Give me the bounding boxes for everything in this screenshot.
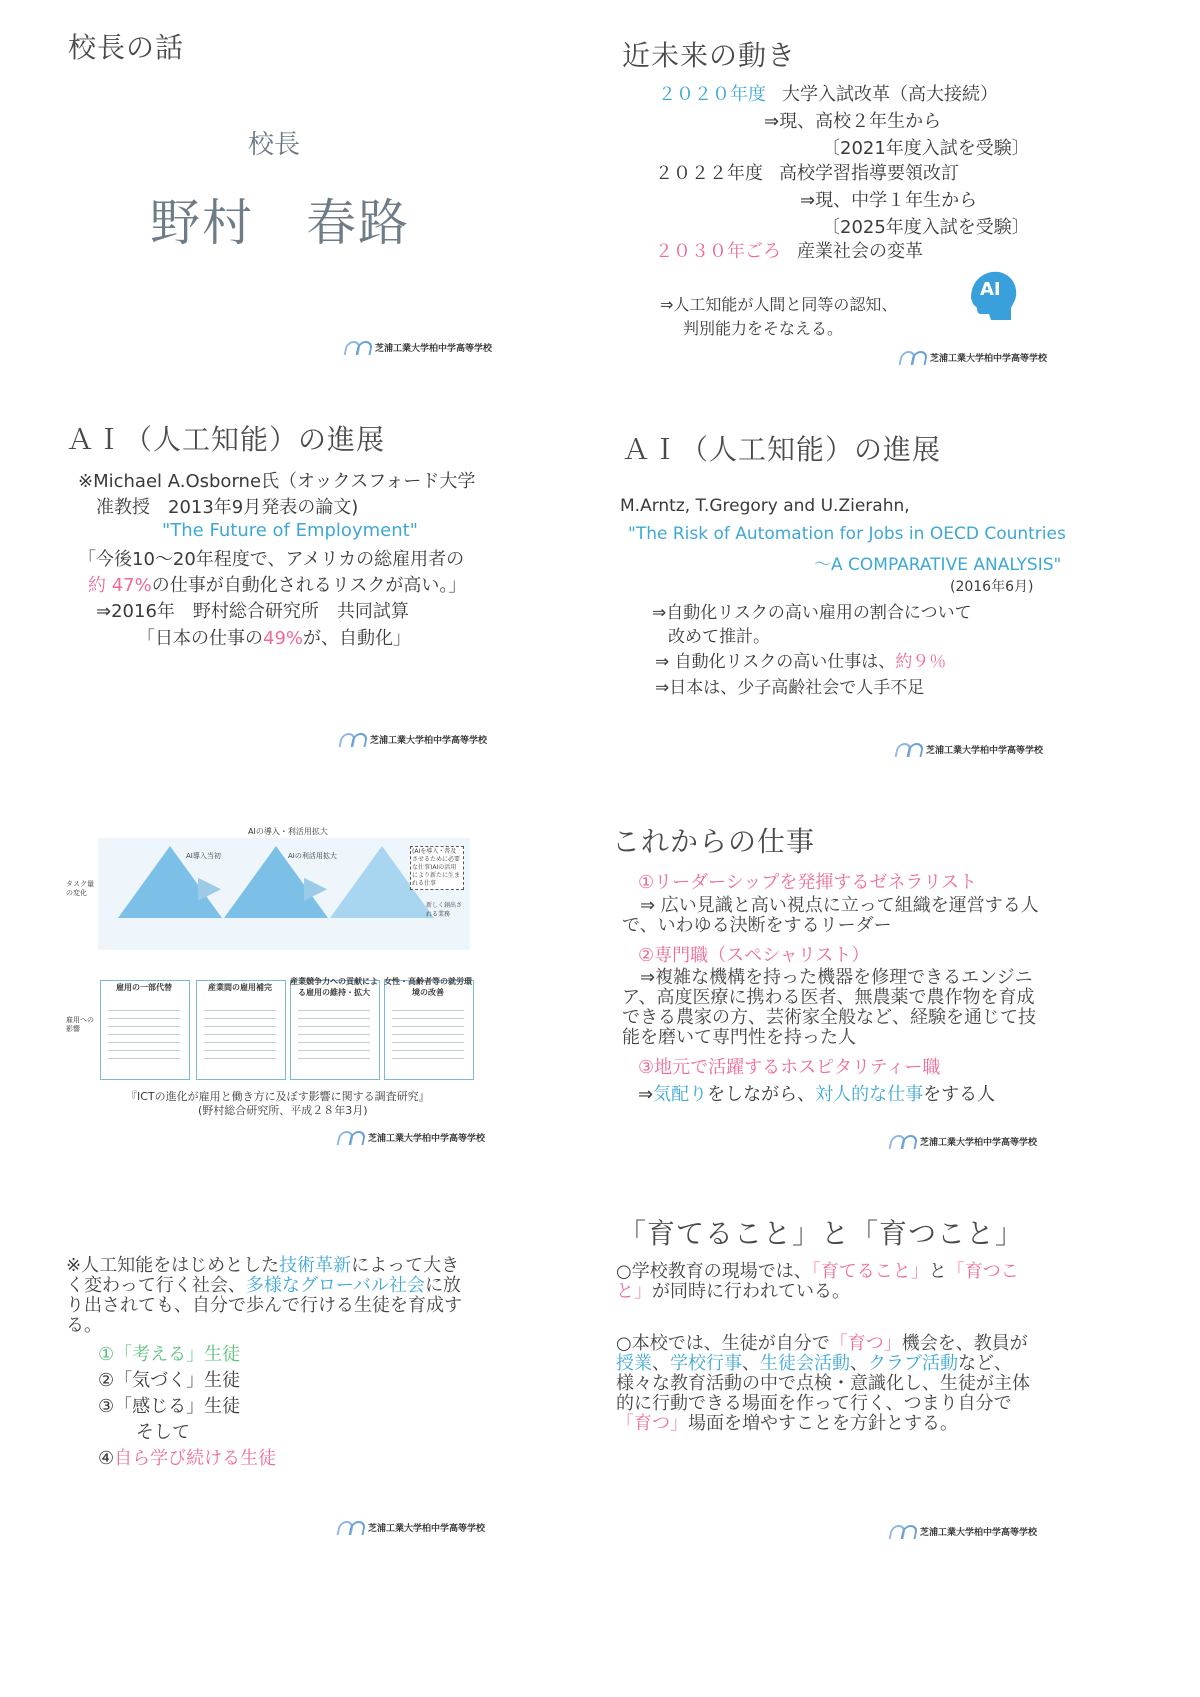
school-logo-icon — [896, 742, 922, 756]
s3-line4: 「今後10～20年程度で、アメリカの総雇用者の — [78, 549, 465, 570]
slide6-title: これからの仕事 — [612, 825, 816, 858]
ai-head-icon: AI — [963, 268, 1019, 324]
school-logo-icon — [900, 350, 926, 364]
s4-paper-subtitle: ～A COMPARATIVE ANALYSIS" — [814, 555, 1062, 575]
year-2020: ２０２０年度 — [658, 84, 766, 105]
col2-head: 産業間の雇用補完 — [208, 983, 272, 992]
s2-line2: ⇒現、高校２年生から — [764, 111, 942, 132]
principal-name: 野村 春路 — [150, 194, 410, 252]
stat-9: 約９％ — [895, 652, 947, 672]
stat-49: 49% — [263, 628, 304, 649]
job-3-desc: ⇒気配りをしながら、対人的な仕事をする人 — [638, 1084, 996, 1105]
col3-text — [298, 1006, 370, 1060]
job-1-heading: ①リーダーシップを発揮するゼネラリスト — [638, 872, 978, 893]
s2-line8: ⇒人工知能が人間と同等の認知、 — [660, 295, 898, 314]
year-2030: ２０３０年ごろ — [655, 241, 781, 262]
s8-paragraph-1: ○学校教育の現場では、「育てること」と「育つこと」が同時に行われている。 — [616, 1261, 1019, 1302]
school-footer: 芝浦工業大学柏中学高等学校 — [338, 1130, 485, 1144]
stat-47: 約 47% — [88, 575, 152, 596]
school-footer: 芝浦工業大学柏中学高等学校 — [896, 742, 1043, 756]
s3-line7c: が、自動化」 — [303, 628, 412, 649]
job-1-desc: ⇒ 広い見識と高い視点に立って組織を運営する人で、いわゆる決断をするリーダー — [622, 895, 1039, 936]
year-2022-desc: 高校学習指導要領改訂 — [779, 163, 959, 184]
s3-line6: ⇒2016年 野村総合研究所 共同試算 — [96, 601, 409, 622]
school-footer: 芝浦工業大学柏中学高等学校 — [900, 350, 1047, 364]
slide8-title: 「育てること」と「育つこと」 — [618, 1217, 1025, 1250]
diagram-source: (野村総合研究所、平成２８年3月) — [198, 1104, 368, 1117]
school-footer: 芝浦工業大学柏中学高等学校 — [340, 732, 487, 746]
diagram-title: AIの導入・利活用拡大 — [248, 827, 328, 836]
school-footer: 芝浦工業大学柏中学高等学校 — [890, 1134, 1037, 1148]
school-logo-icon — [890, 1524, 916, 1538]
job-2-desc: ⇒複雑な機構を持った機器を修理できるエンジニア、高度医療に携わる医者、無農薬で農作物を育成できる農家の方、芸術家全般など、経験を通じて技能を磨いて専門性を持った人 — [622, 967, 1036, 1048]
school-footer: 芝浦工業大学柏中学高等学校 — [890, 1524, 1037, 1538]
s7-paragraph: ※人工知能をはじめとした技術革新によって大きく変わって行く社会、多様なグローバル社会に放り出されても、自分で歩んで行ける生徒を育成する。 — [66, 1255, 462, 1336]
year-2030-desc: 産業社会の変革 — [797, 241, 923, 262]
col4-text — [392, 1006, 464, 1060]
slide3-title: ＡＩ（人工知能）の進展 — [66, 423, 386, 456]
school-logo-icon — [345, 340, 371, 354]
note-box: (AIを導入・普及させるために必要な仕事)AIの活用により新たに生まれる仕事 — [410, 846, 464, 890]
goal-2: ②「気づく」生徒 — [98, 1370, 241, 1391]
slide2-title: 近未来の動き — [622, 39, 797, 72]
year-2022: ２０２２年度 — [655, 163, 763, 184]
arrow-right-icon: ▶ — [198, 870, 222, 905]
s3-line2: 准教授 2013年9月発表の論文) — [96, 497, 359, 518]
col2-text — [204, 1006, 276, 1060]
school-logo-icon — [340, 732, 366, 746]
goal-and: そして — [136, 1422, 190, 1443]
arrow-right-icon: ▶ — [304, 870, 328, 905]
employment-impact-label: 雇用への影響 — [66, 1016, 94, 1033]
s4-line8: ⇒日本は、少子高齢社会で人手不足 — [655, 678, 925, 698]
col1-head: 雇用の一部代替 — [116, 983, 172, 992]
s2-line9: 判別能力をそなえる。 — [683, 319, 844, 338]
school-logo-icon — [338, 1130, 364, 1144]
s3-line5: の仕事が自動化されるリスクが高い。」 — [151, 575, 467, 596]
slide1-title: 校長の話 — [68, 31, 185, 64]
goal-1: ①「考える」生徒 — [98, 1344, 241, 1365]
s4-authors: M.Arntz, T.Gregory and U.Zierahn, — [620, 496, 910, 516]
s3-line7a: 「日本の仕事の — [137, 628, 263, 649]
s2-line6: 〔2025年度入試を受験〕 — [822, 217, 1030, 238]
goal-3: ③「感じる」生徒 — [98, 1396, 241, 1417]
diagram-caption: 『ICTの進化が雇用と働き方に及ぼす影響に関する調査研究』 — [126, 1090, 430, 1103]
job-2-heading: ②専門職（スペシャリスト） — [638, 945, 870, 966]
s4-paper-title: "The Risk of Automation for Jobs in OECD Countries — [628, 524, 1066, 544]
stage2-label: AIの利活用拡大 — [288, 852, 337, 860]
school-footer: 芝浦工業大学柏中学高等学校 — [345, 340, 492, 354]
school-logo-icon — [890, 1134, 916, 1148]
year-2020-desc: 大学入試改革（高大接続） — [782, 84, 998, 105]
job-3-heading: ③地元で活躍するホスピタリティー職 — [638, 1057, 941, 1078]
s8-paragraph-2: ○本校では、生徒が自分で「育つ」機会を、教員が授業、学校行事、生徒会活動、クラブ活動など、様々な教育活動の中で点検・意識化し、生徒が主体的に行動できる場面を作って行く、つまり自分で「育つ」場面を増やすことを方針とする。 — [616, 1333, 1030, 1434]
stage1-label: AI導入当初 — [186, 852, 221, 860]
s4-line5: ⇒自動化リスクの高い雇用の割合について — [652, 603, 972, 623]
s2-line5: ⇒現、中学１年生から — [800, 190, 978, 211]
col1-text — [108, 1006, 180, 1060]
school-footer: 芝浦工業大学柏中学高等学校 — [338, 1520, 485, 1534]
task-volume-label: タスク量の変化 — [66, 880, 94, 897]
col3-head: 産業競争力への貢献による雇用の維持・拡大 — [290, 977, 378, 997]
s3-line1: ※Michael A.Osborne氏（オックスフォード大学 — [78, 471, 476, 492]
new-work-note: 新しく創出される業務 — [426, 902, 463, 918]
slide4-title: ＡＩ（人工知能）の進展 — [622, 433, 942, 466]
goal-4: ④自ら学び続ける生徒 — [98, 1448, 277, 1469]
s3-paper-title: "The Future of Employment" — [162, 520, 418, 541]
s4-date: (2016年6月) — [950, 579, 1034, 595]
school-logo-icon — [338, 1520, 364, 1534]
s4-line6: 改めて推計。 — [668, 627, 770, 647]
s4-line7a: ⇒ 自動化リスクの高い仕事は、 — [655, 652, 896, 672]
s2-line3: 〔2021年度入試を受験〕 — [822, 138, 1030, 159]
col4-head: 女性・高齢者等の就労環境の改善 — [384, 977, 472, 997]
principal-role: 校長 — [248, 130, 301, 160]
